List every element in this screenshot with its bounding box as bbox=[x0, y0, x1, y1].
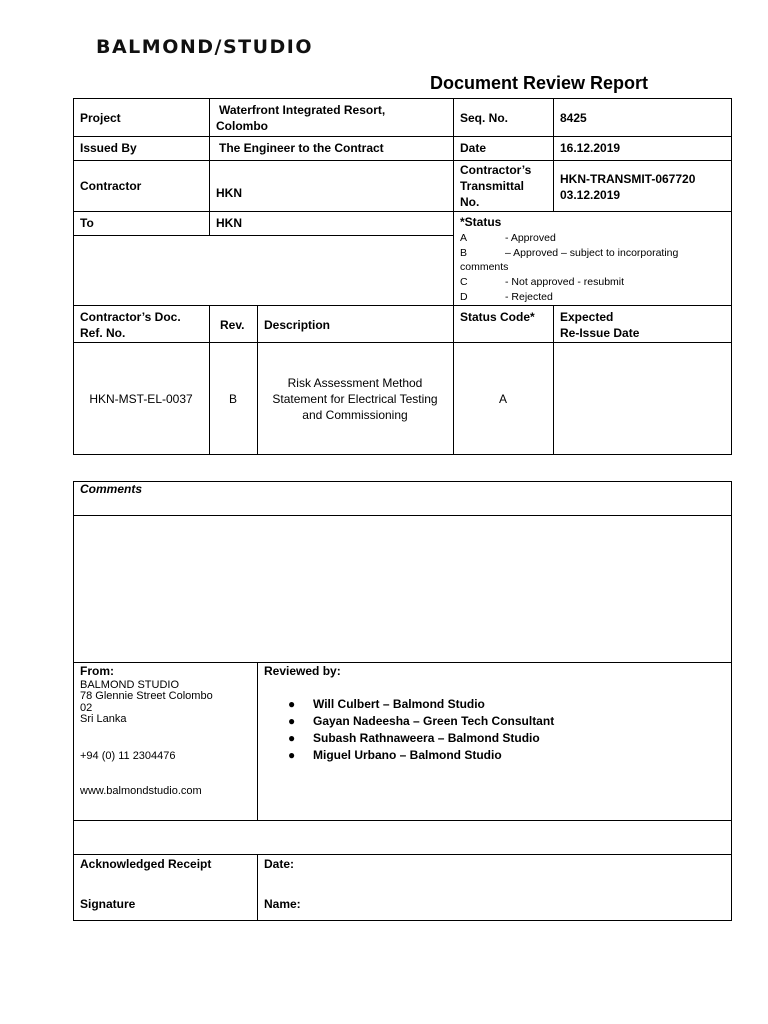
project-value-line1: Waterfront Integrated Resort, bbox=[219, 103, 386, 117]
list-item bbox=[288, 747, 554, 764]
from-address-line2: 02 bbox=[80, 702, 93, 714]
bullet-icon: ● bbox=[288, 748, 296, 762]
transmittal-value-line2: 03.12.2019 bbox=[560, 188, 621, 202]
status-legend-code: C bbox=[460, 276, 468, 288]
reviewer-list bbox=[288, 696, 554, 764]
transmittal-label-line3: No. bbox=[460, 195, 480, 209]
status-legend-text: - Approved bbox=[505, 232, 556, 244]
doc-description-line1: Risk Assessment Method bbox=[287, 376, 423, 390]
doc-rev-cell: B bbox=[228, 392, 237, 406]
document-title: Document Review Report bbox=[430, 73, 649, 93]
status-legend-code: B bbox=[460, 247, 468, 259]
description-header: Description bbox=[264, 318, 331, 332]
bullet-icon: ● bbox=[288, 731, 296, 745]
status-legend-text: – Approved – subject to incorporating bbox=[505, 247, 679, 259]
date-value: 16.12.2019 bbox=[560, 141, 621, 155]
status-title: *Status bbox=[460, 215, 502, 229]
reviewed-by-label: Reviewed by: bbox=[264, 664, 341, 678]
reviewer-name: Will Culbert – Balmond Studio bbox=[313, 697, 485, 711]
from-address-line1: 78 Glennie Street Colombo bbox=[80, 690, 213, 702]
comments-label: Comments bbox=[80, 482, 143, 496]
doc-description-line2: Statement for Electrical Testing bbox=[272, 392, 438, 406]
transmittal-value-line1: HKN-TRANSMIT-067720 bbox=[560, 172, 696, 186]
reviewer-name: Miguel Urbano – Balmond Studio bbox=[313, 748, 502, 762]
acknowledged-receipt-label: Acknowledged Receipt bbox=[80, 857, 212, 871]
status-legend-code: D bbox=[460, 291, 468, 303]
reissue-header-line1: Expected bbox=[560, 310, 614, 324]
project-value-line2: Colombo bbox=[216, 119, 268, 133]
list-item bbox=[288, 730, 554, 747]
from-phone: +94 (0) 11 2304476 bbox=[80, 750, 176, 762]
doc-ref-cell: HKN-MST-EL-0037 bbox=[89, 392, 193, 406]
status-legend-text: - Rejected bbox=[505, 291, 553, 303]
status-legend-text: - Not approved - resubmit bbox=[505, 276, 625, 288]
rev-header: Rev. bbox=[220, 318, 245, 332]
from-website: www.balmondstudio.com bbox=[80, 785, 202, 797]
issued-by-value: The Engineer to the Contract bbox=[219, 141, 384, 155]
list-item bbox=[288, 713, 554, 730]
company-logo: BALMOND/STUDIO bbox=[96, 36, 314, 58]
receipt-name-label: Name: bbox=[264, 897, 301, 911]
contractor-value: HKN bbox=[216, 186, 242, 200]
project-label: Project bbox=[80, 111, 121, 125]
seq-label: Seq. No. bbox=[460, 111, 509, 125]
seq-value: 8425 bbox=[560, 111, 587, 125]
status-code-header: Status Code* bbox=[460, 310, 535, 324]
status-legend-code: A bbox=[460, 232, 468, 244]
receipt-date-label: Date: bbox=[264, 857, 295, 871]
reviewer-name: Subash Rathnaweera – Balmond Studio bbox=[313, 731, 540, 745]
to-value: HKN bbox=[216, 216, 242, 230]
contractor-label: Contractor bbox=[80, 179, 142, 193]
from-label: From: bbox=[80, 664, 114, 678]
reviewer-name: Gayan Nadeesha – Green Tech Consultant bbox=[313, 714, 555, 728]
signature-label: Signature bbox=[80, 897, 136, 911]
comments-area[interactable] bbox=[74, 516, 731, 662]
from-country: Sri Lanka bbox=[80, 713, 127, 725]
from-company: BALMOND STUDIO bbox=[80, 679, 180, 691]
status-legend-text: comments bbox=[460, 261, 509, 273]
ref-header-line1: Contractor’s Doc. bbox=[80, 310, 181, 324]
list-item bbox=[288, 696, 554, 713]
ref-header-line2: Ref. No. bbox=[80, 326, 126, 340]
transmittal-label-line2: Transmittal bbox=[460, 179, 525, 193]
doc-status-code-cell: A bbox=[498, 392, 507, 406]
bullet-icon: ● bbox=[288, 714, 296, 728]
issued-by-label: Issued By bbox=[80, 141, 137, 155]
reissue-header-line2: Re-Issue Date bbox=[560, 326, 640, 340]
bullet-icon: ● bbox=[288, 697, 296, 711]
transmittal-label-line1: Contractor’s bbox=[460, 163, 532, 177]
to-label: To bbox=[80, 216, 94, 230]
date-label: Date bbox=[460, 141, 487, 155]
doc-description-line3: and Commissioning bbox=[302, 408, 408, 422]
